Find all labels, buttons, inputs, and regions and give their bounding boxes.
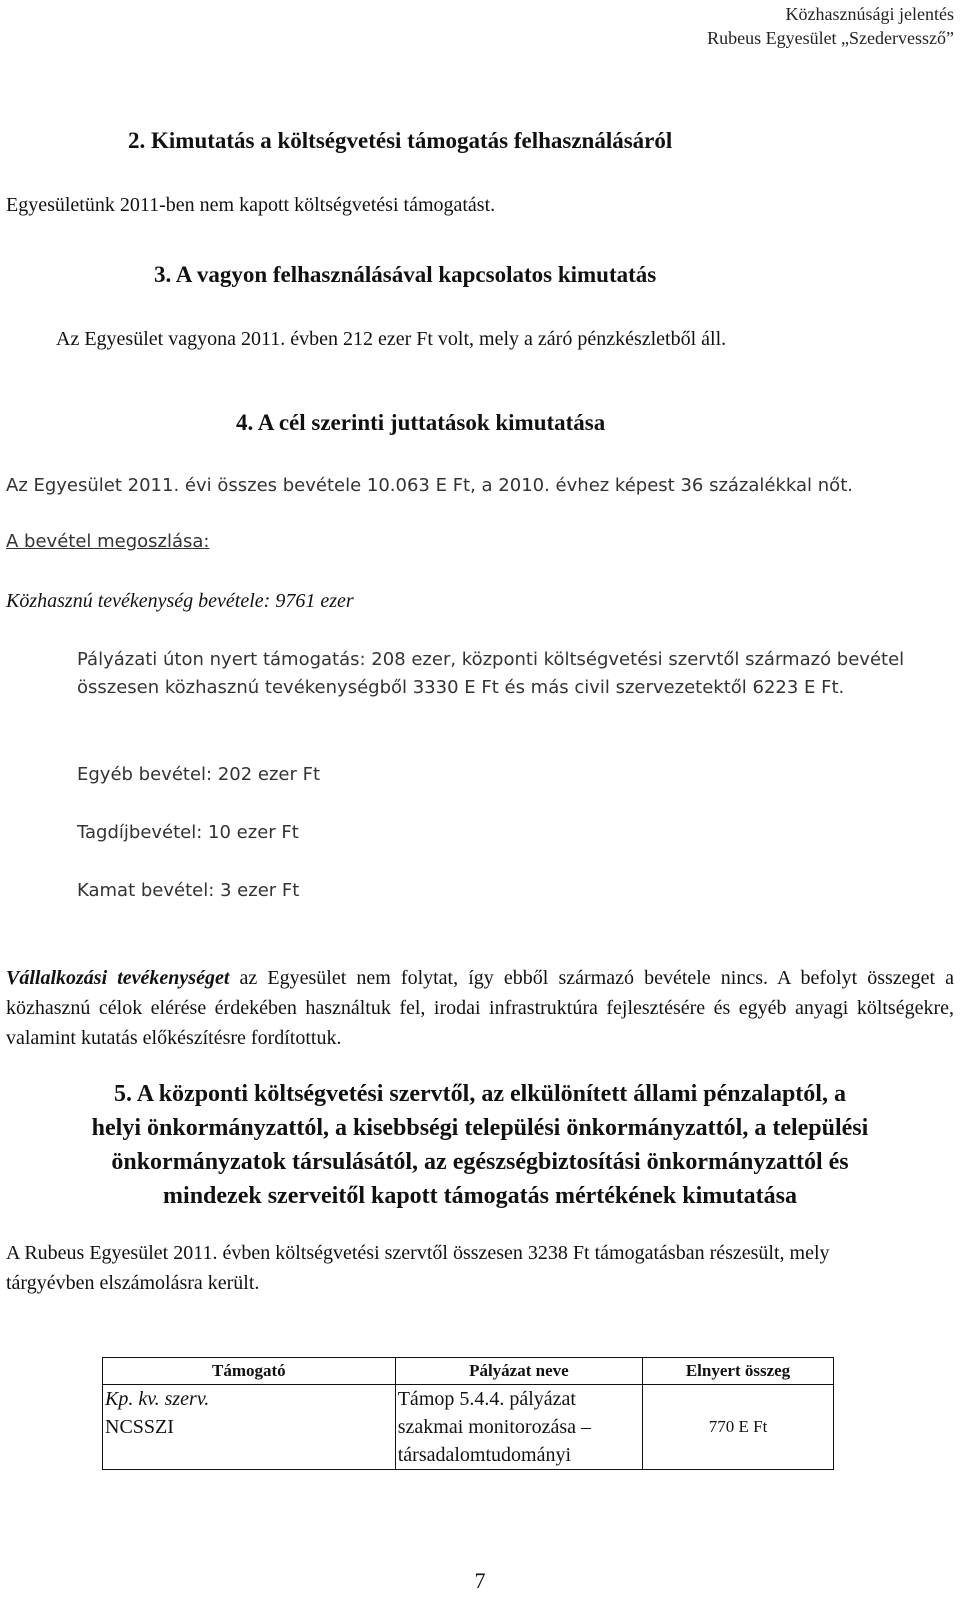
page-header [707,2,954,50]
section-5-title-line-3: önkormányzatok társulásától, az egészségbiztosítási önkormányzattól és [111,1149,849,1175]
section-5-title-line-1: 5. A központi költségvetési szervtől, az elkülönített állami pénzalaptól, a [114,1081,846,1107]
project-line-3: társadalomtudományi [397,1444,572,1466]
section-2-title: 2. Kimutatás a költségvetési támogatás felhasználásáról [128,128,673,153]
header-organization: Rubeus Egyesület „Szedervessző” [707,28,954,48]
business-activity-paragraph [6,963,954,1053]
section-3-title: 3. A vagyon felhasználásával kapcsolatos kimutatás [154,262,657,287]
section-5-text: A Rubeus Egyesület 2011. évben költségvetési szervtől összesen 3238 Ft támogatásban részesült, mely tárgyévben elszámolásra került. [6,1242,830,1294]
page-number: 7 [474,1568,486,1593]
public-income-line: Közhasznú tevékenység bevétele: 9761 ezer [6,590,354,612]
project-line-2: szakmai monitorozása – [397,1416,591,1438]
other-income-line: Egyéb bevétel: 202 ezer Ft [77,764,321,785]
project-cell [395,1385,642,1470]
section-4-intro: Az Egyesület 2011. évi összes bevétele 10.063 E Ft, a 2010. évhez képest 36 százalékkal nőt. [6,475,853,496]
section-5-title [6,1077,954,1213]
section-4-title: 4. A cél szerinti juttatások kimutatása [236,410,606,435]
table-header-row [103,1358,834,1385]
amount-cell: 770 E Ft [643,1385,834,1470]
supporter-line-2: NCSSZI [105,1416,174,1438]
section-3-text: Az Egyesület vagyona 2011. évben 212 ezer Ft volt, mely a záró pénzkészletből áll. [56,328,727,350]
grants-table [102,1357,834,1470]
grants-paragraph: Pályázati úton nyert támogatás: 208 ezer, központi költségvetési szervtől származó bevétel összesen közhasznú tevékenységből 3330 E Ft és más civil szervezetektől 6223 E Ft. [77,649,905,698]
section-2-text: Egyesületünk 2011-ben nem kapott költségvetési támogatást. [6,194,496,216]
project-line-1: Támop 5.4.4. pályázat [397,1388,576,1410]
section-5-title-line-2: helyi önkormányzattól, a kisebbségi települési önkormányzattól, a települési [91,1115,869,1141]
business-activity-text: az Egyesület nem folytat, így ebből származó bevétele nincs. A befolyt összeget a közhasznú célok elérése érdekében használtuk fel, irodai infrastruktúra fejlesztésére és egyéb anyagi költségekre, valamint kutatás előkészítésre fordítottuk. [6,967,954,1049]
section-5-title-line-4: mindezek szerveitől kapott támogatás mértékének kimutatása [163,1183,797,1209]
income-breakdown-label: A bevétel megoszlása: [6,531,210,552]
business-activity-lead: Vállalkozási tevékenységet [6,967,230,989]
header-supporter: Támogató [103,1358,396,1385]
header-awarded-amount: Elnyert összeg [643,1358,834,1385]
membership-fee-line: Tagdíjbevétel: 10 ezer Ft [77,822,299,843]
header-report-title: Közhasznúsági jelentés [785,4,954,24]
supporter-line-1: Kp. kv. szerv. [105,1388,210,1410]
header-project-name: Pályázat neve [395,1358,642,1385]
interest-income-line: Kamat bevétel: 3 ezer Ft [77,880,300,901]
table-row [103,1385,834,1470]
supporter-cell [103,1385,396,1470]
